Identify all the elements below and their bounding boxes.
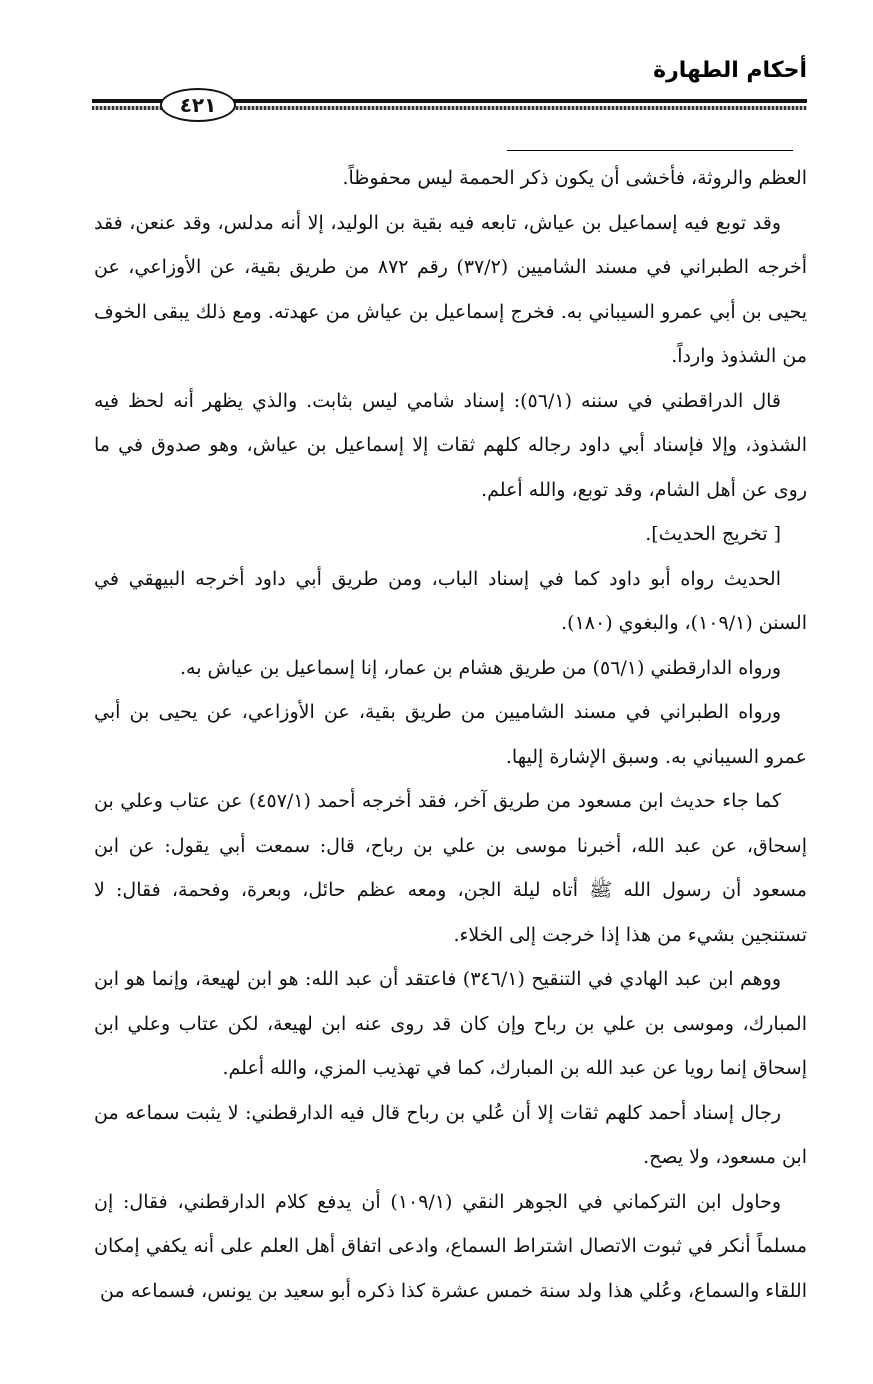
body-text [94,156,807,1313]
paragraph: ورواه الدارقطني (٥٦/١) من طريق هشام بن عمار، إنا إسماعيل بن عياش به. [179,656,781,679]
paragraph: ووهم ابن عبد الهادي في التنقيح (٣٤٦/١) فاعتقد أن عبد الله: هو ابن لهيعة، وإنما هو ابن المبارك، وموسى بن علي بن رباح وإن كان قد روى عنه ابن لهيعة، لكن عتاب وعلي ابن إسحاق إنما رويا عن عبد الله بن المبارك، كما في تهذيب المزي، والله أعلم. [94,968,807,1079]
section-heading: [ تخريج الحديث]. [645,523,781,545]
paragraph: العظم والروثة، فأخشى أن يكون ذكر الحممة ليس محفوظاً. [342,167,807,189]
footnote-separator [507,150,793,151]
paragraph: الحديث رواه أبو داود كما في إسناد الباب، ومن طريق أبي داود أخرجه البيهقي في السنن (١٠٩/١)، والبغوي (١٨٠). [94,567,807,634]
paragraph: رجال إسناد أحمد كلهم ثقات إلا أن عُلي بن رباح قال فيه الدارقطني: لا يثبت سماعه من ابن مسعود، ولا يصح. [94,1101,807,1168]
paragraph: وقد توبع فيه إسماعيل بن عياش، تابعه فيه بقية بن الوليد، إلا أنه مدلس، وقد عنعن، فقد أخرجه الطبراني في مسند الشاميين (٣٧/٢) رقم ٨٧٢ من طريق بقية، عن الأوزاعي، عن يحيى بن أبي عمرو السيباني به. فخرج إسماعيل بن عياش من عهدته. ومع ذلك يبقى الخوف من الشذوذ وارداً. [94,211,807,367]
paragraph: ورواه الطبراني في مسند الشاميين من طريق بقية، عن الأوزاعي، عن يحيى بن أبي عمرو السيباني به. وسبق الإشارة إليها. [94,701,807,768]
paragraph: كما جاء حديث ابن مسعود من طريق آخر، فقد أخرجه أحمد (٤٥٧/١) عن عتاب وعلي بن إسحاق، عن عبد الله، أخبرنا موسى بن علي بن رباح، قال: سمعت أبي يقول: عن ابن مسعود أن رسول الله ﷺ أتاه ليلة الجن، ومعه عظم حائل، وبعرة، وفحمة، فقال: لا تستنجين بشيء من هذا إذا خرجت إلى الخلاء. [94,790,807,946]
running-title: أحكام الطهارة [653,58,807,83]
paragraph: وحاول ابن التركماني في الجوهر النقي (١٠٩/١) أن يدفع كلام الدارقطني، فقال: إن مسلماً أنكر في ثبوت الاتصال اشتراط السماع، وادعى اتفاق أهل العلم على أنه يكفي إمكان اللقاء والسماع، وعُلي هذا ولد سنة خمس عشرة كذا ذكره أبو سعيد بن يونس، فسماعه من [94,1190,807,1302]
paragraph: قال الدراقطني في سننه (٥٦/١): إسناد شامي ليس بثابت. والذي يظهر أنه لحظ فيه الشذوذ، وإلا فإسناد أبي داود رجاله كلهم ثقات إلا إسماعيل بن عياش، وهو صدوق في ما روى عن أهل الشام، وقد توبع، والله أعلم. [94,389,807,501]
page-number: ٤٢١ [160,88,236,122]
